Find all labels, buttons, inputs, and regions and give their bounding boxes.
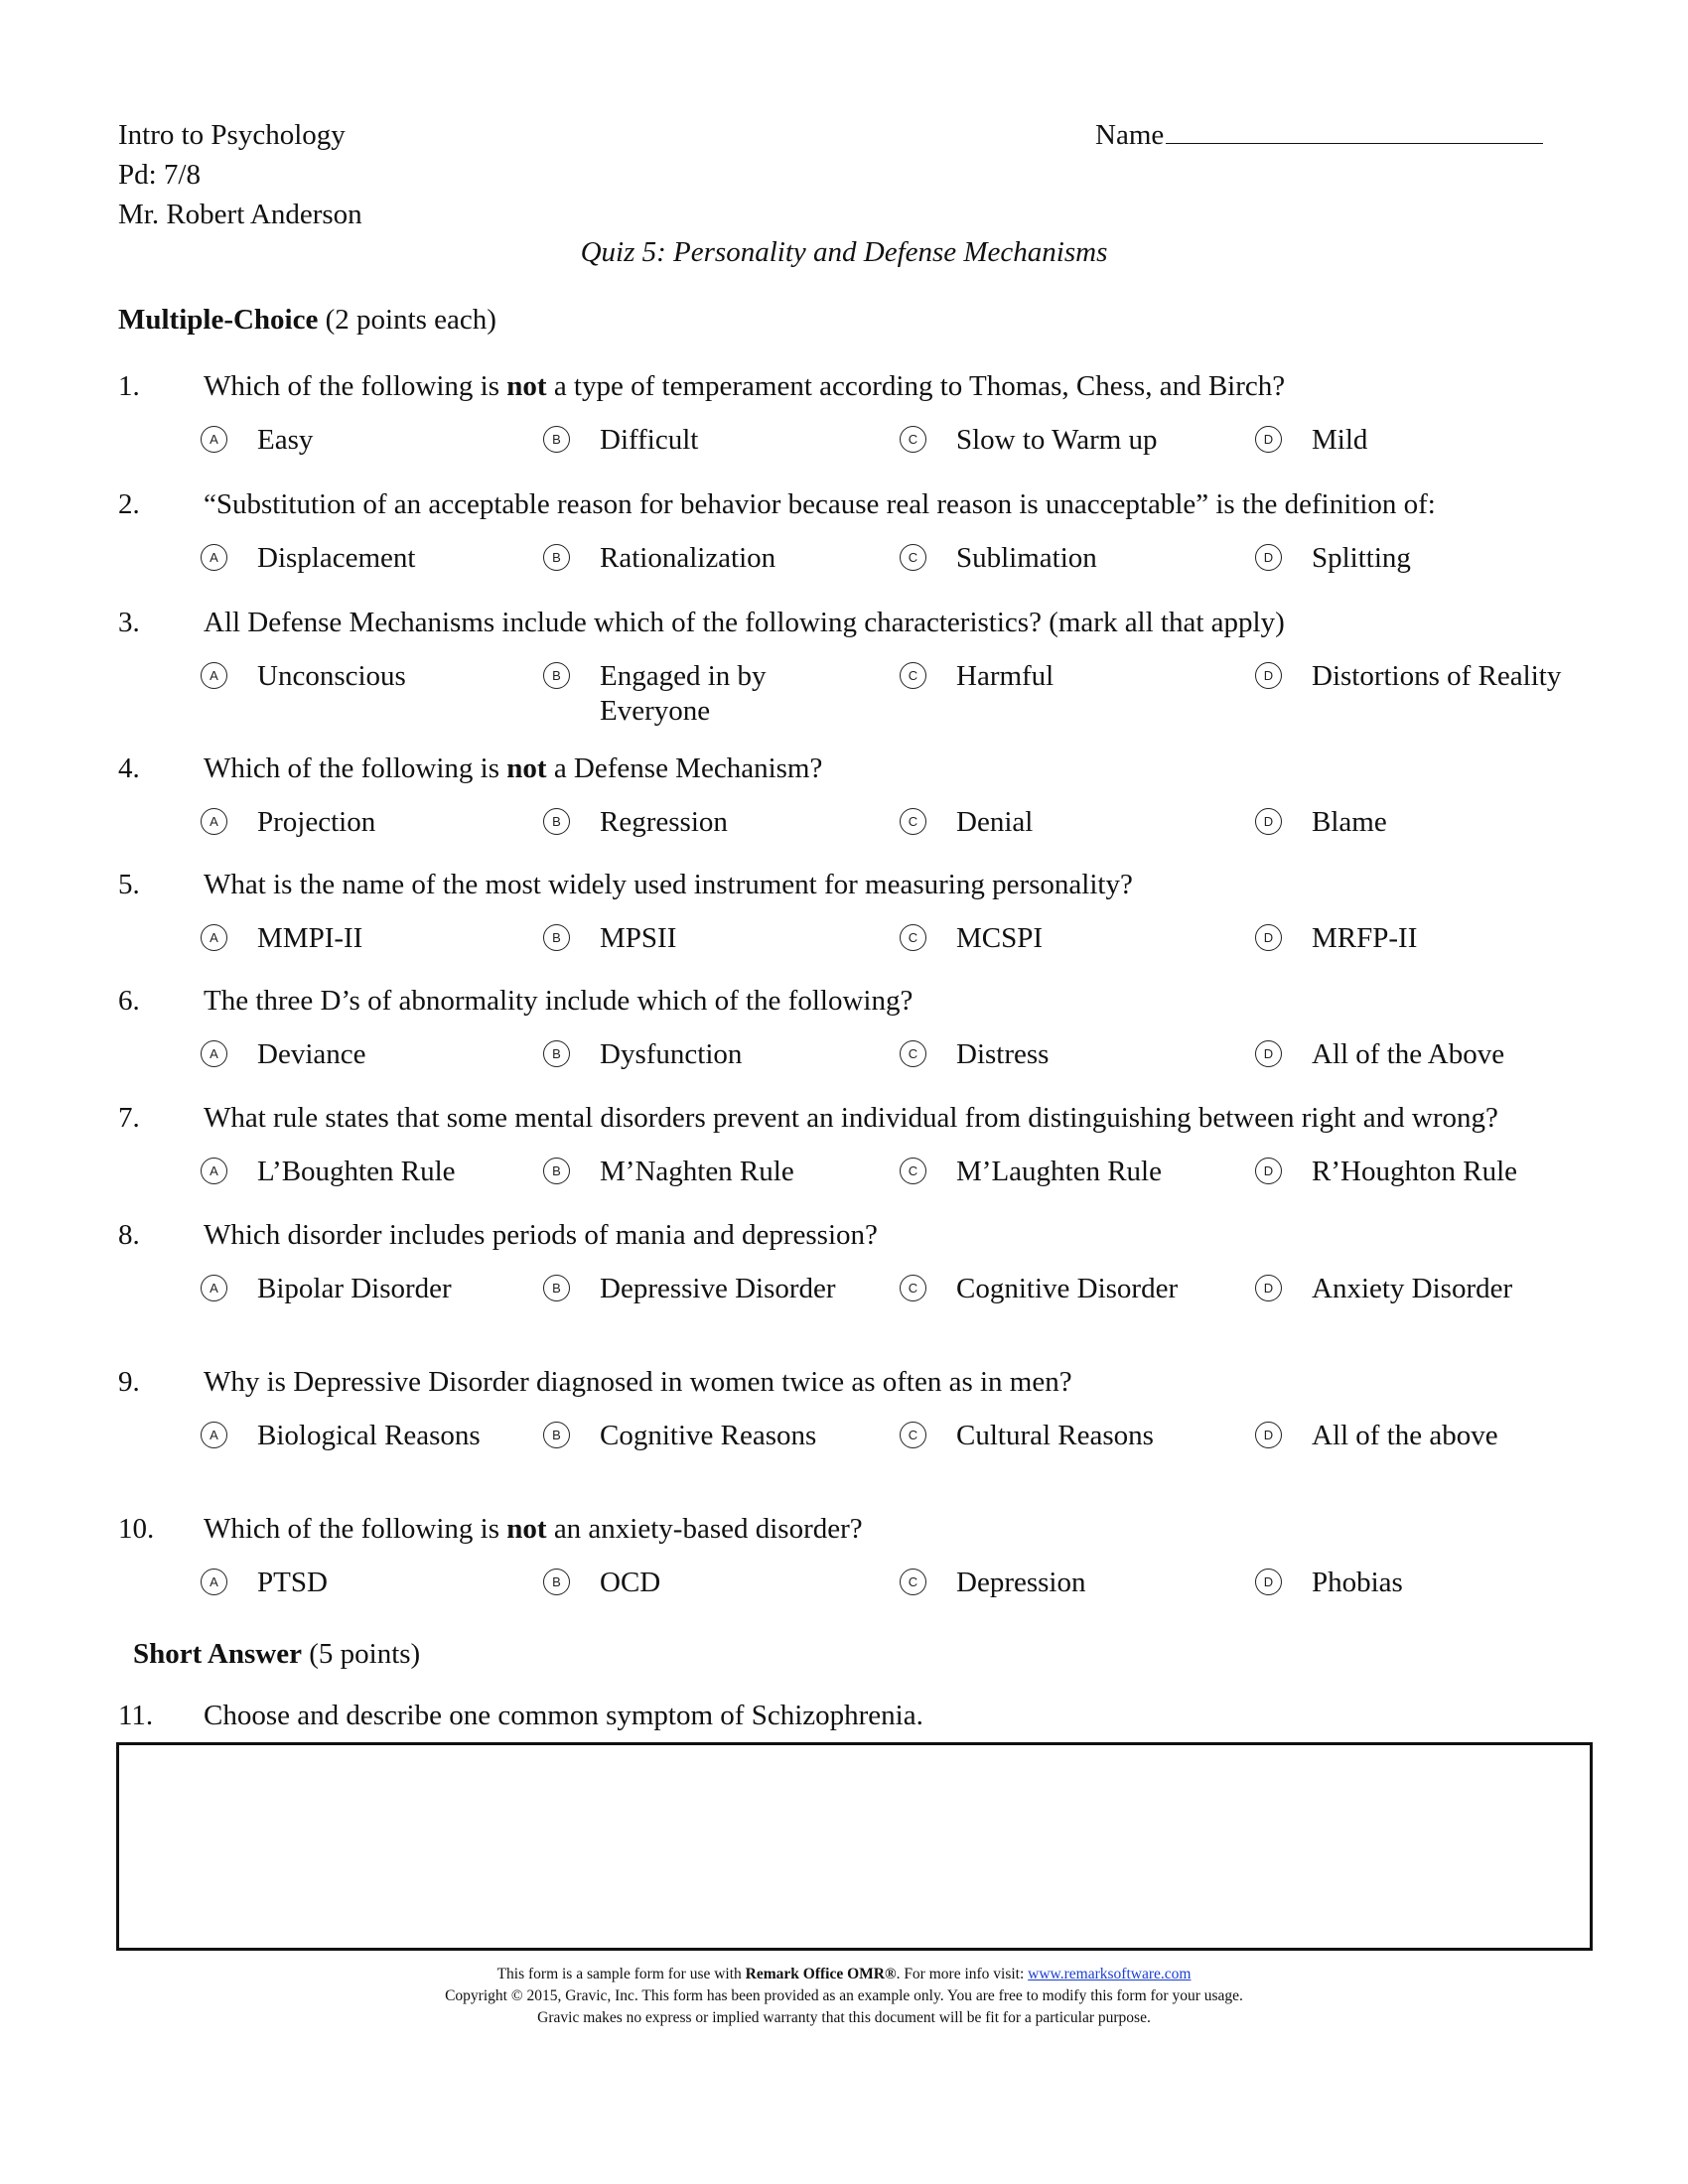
answer-option-label: Splitting [1312,542,1411,574]
answer-option-label: Anxiety Disorder [1312,1273,1513,1304]
answer-option-label: L’Boughten Rule [257,1156,456,1187]
answer-option-label: PTSD [257,1567,328,1598]
answer-bubble[interactable]: A [201,1422,227,1448]
footer-line-1 [0,1964,1688,1985]
question-text [204,985,913,1018]
answer-bubble[interactable]: C [900,662,926,689]
name-field[interactable] [1095,115,1543,155]
answer-bubble[interactable]: B [543,1422,570,1448]
answer-bubble[interactable]: C [900,1569,926,1595]
question-number: 4. [118,752,140,784]
footer-text: . For more info visit: [896,1966,1029,1982]
question-text [204,1102,1498,1135]
answer-bubble[interactable]: A [201,1569,227,1595]
answer-option-label: Mild [1312,424,1368,456]
answer-bubble[interactable]: D [1255,662,1282,689]
answer-option-label: Bipolar Disorder [257,1273,452,1304]
question-text-part: Which disorder includes periods of mania and depression? [204,1219,878,1251]
question-text-part: a Defense Mechanism? [546,752,823,784]
answer-option-label: Cognitive Reasons [600,1420,817,1451]
answer-option-label: Cognitive Disorder [956,1273,1179,1304]
answer-option-label: Slow to Warm up [956,424,1158,456]
answer-option-label: OCD [600,1567,661,1598]
answer-bubble[interactable]: A [201,544,227,571]
answer-bubble[interactable]: B [543,808,570,835]
answer-bubble[interactable]: C [900,426,926,453]
answer-bubble[interactable]: D [1255,1040,1282,1067]
question-text [204,869,1133,901]
answer-bubble[interactable]: A [201,1040,227,1067]
answer-option-label: Rationalization [600,542,776,574]
answer-bubble[interactable]: B [543,1275,570,1301]
answer-bubble[interactable]: D [1255,1569,1282,1595]
answer-option-label: All of the above [1312,1420,1498,1451]
answer-option-label: Sublimation [956,542,1097,574]
answer-bubble[interactable]: C [900,544,926,571]
answer-option-label: M’Laughten Rule [956,1156,1162,1187]
question-text [204,1513,863,1546]
name-blank-line[interactable] [1166,115,1543,144]
answer-option-label: Deviance [257,1038,366,1070]
question-text-part: a type of temperament according to Thomas, Chess, and Birch? [546,370,1286,402]
answer-bubble[interactable]: C [900,1158,926,1184]
answer-option-label: M’Naghten Rule [600,1156,794,1187]
multiple-choice-heading-points: (2 points each) [318,304,496,336]
answer-option-label: Denial [956,806,1034,838]
answer-bubble[interactable]: D [1255,808,1282,835]
answer-bubble[interactable]: B [543,1040,570,1067]
answer-bubble[interactable]: A [201,1158,227,1184]
answer-bubble[interactable]: C [900,924,926,951]
question-text [204,607,1285,639]
answer-option-label: Projection [257,806,376,838]
question-text-part: Which of the following is [204,1513,507,1545]
answer-option-label: MMPI-II [257,922,363,954]
question-text-emphasis: not [506,1513,547,1545]
short-answer-question-text: Choose and describe one common symptom of Schizophrenia. [204,1700,923,1731]
short-answer-heading-points: (5 points) [301,1638,421,1670]
answer-bubble[interactable]: D [1255,924,1282,951]
answer-option-label: Dysfunction [600,1038,743,1070]
multiple-choice-heading [118,304,496,337]
footer-text: This form is a sample form for use with [496,1966,746,1982]
question-text-part: What is the name of the most widely used instrument for measuring personality? [204,869,1133,900]
question-text-part: The three D’s of abnormality include which of the following? [204,985,914,1017]
answer-option-label: Distress [956,1038,1050,1070]
question-text-part: Which of the following is [204,370,507,402]
answer-option-label: Depressive Disorder [600,1273,836,1304]
short-answer-heading-bold: Short Answer [133,1638,302,1670]
answer-option-label: Distortions of Reality [1312,660,1562,692]
short-answer-box[interactable] [116,1742,1593,1951]
answer-option-label: MPSII [600,922,677,954]
answer-bubble[interactable]: B [543,1569,570,1595]
question-number: 10. [118,1513,155,1545]
question-text-part: “Substitution of an acceptable reason for behavior because real reason is unacceptable” is the definition of: [204,488,1436,520]
question-text [204,488,1436,521]
footer-line-2: Copyright © 2015, Gravic, Inc. This form has been provided as an example only. You are free to modify this form for your usage. [445,1987,1243,2004]
question-number: 2. [118,488,140,520]
answer-bubble[interactable]: D [1255,1158,1282,1184]
answer-bubble[interactable]: C [900,1422,926,1448]
answer-bubble[interactable]: C [900,808,926,835]
answer-option-label: Difficult [600,424,699,456]
question-text-emphasis: not [506,370,547,402]
question-text [204,1366,1072,1399]
answer-option-label: Harmful [956,660,1055,692]
footer-line-3: Gravic makes no express or implied warranty that this document will be fit for a particular purpose. [537,2009,1151,2026]
question-text-part: What rule states that some mental disorders prevent an individual from distinguishing between right and wrong? [204,1102,1498,1134]
question-text [204,370,1285,403]
answer-option-label: Regression [600,806,728,838]
answer-bubble[interactable]: A [201,808,227,835]
answer-bubble[interactable]: B [543,544,570,571]
answer-option-label: Phobias [1312,1567,1403,1598]
question-text [204,1219,878,1252]
question-number: 3. [118,607,140,638]
answer-option-label: Unconscious [257,660,406,692]
answer-bubble[interactable]: B [543,662,570,689]
question-text-part: Why is Depressive Disorder diagnosed in women twice as often as in men? [204,1366,1072,1398]
question-number: 1. [118,370,140,402]
question-number: 9. [118,1366,140,1398]
question-text-emphasis: not [506,752,547,784]
answer-bubble[interactable]: D [1255,544,1282,571]
answer-option-label: All of the Above [1312,1038,1505,1070]
name-label: Name [1095,119,1165,151]
answer-bubble[interactable]: C [900,1275,926,1301]
answer-option-label: MCSPI [956,922,1044,954]
answer-option-label: Easy [257,424,314,456]
answer-bubble[interactable]: B [543,1158,570,1184]
answer-option-label: Displacement [257,542,416,574]
answer-bubble[interactable]: B [543,426,570,453]
answer-option-label: Blame [1312,806,1387,838]
question-number: 7. [118,1102,140,1134]
question-number: 6. [118,985,140,1017]
answer-bubble[interactable]: A [201,426,227,453]
answer-option-label: R’Houghton Rule [1312,1156,1518,1187]
short-answer-heading [133,1638,420,1671]
answer-option-label: Engaged in by Everyone [600,660,767,727]
answer-bubble[interactable]: D [1255,1422,1282,1448]
question-text [204,752,822,785]
answer-bubble[interactable]: D [1255,426,1282,453]
answer-option-label: MRFP-II [1312,922,1418,954]
quiz-title: Quiz 5: Personality and Defense Mechanisms [580,236,1108,268]
teacher-name: Mr. Robert Anderson [118,199,362,230]
answer-option-label: Depression [956,1567,1086,1598]
footer-product-name: Remark Office OMR® [745,1966,897,1982]
footer-website-link[interactable]: www.remarksoftware.com [1028,1966,1192,1982]
question-number: 5. [118,869,140,900]
answer-bubble[interactable]: A [201,924,227,951]
answer-bubble[interactable]: A [201,662,227,689]
answer-bubble[interactable]: D [1255,1275,1282,1301]
question-number: 11. [118,1700,154,1731]
answer-option-label: Biological Reasons [257,1420,481,1451]
answer-bubble[interactable]: C [900,1040,926,1067]
question-number: 8. [118,1219,140,1251]
answer-bubble[interactable]: B [543,924,570,951]
question-text-part: an anxiety-based disorder? [546,1513,863,1545]
multiple-choice-heading-bold: Multiple-Choice [118,304,319,336]
period-label: Pd: 7/8 [118,159,201,191]
answer-option-label: Cultural Reasons [956,1420,1154,1451]
answer-bubble[interactable]: A [201,1275,227,1301]
course-name: Intro to Psychology [118,119,346,151]
question-text-part: Which of the following is [204,752,507,784]
question-text-part: All Defense Mechanisms include which of the following characteristics? (mark all that apply) [204,607,1285,638]
